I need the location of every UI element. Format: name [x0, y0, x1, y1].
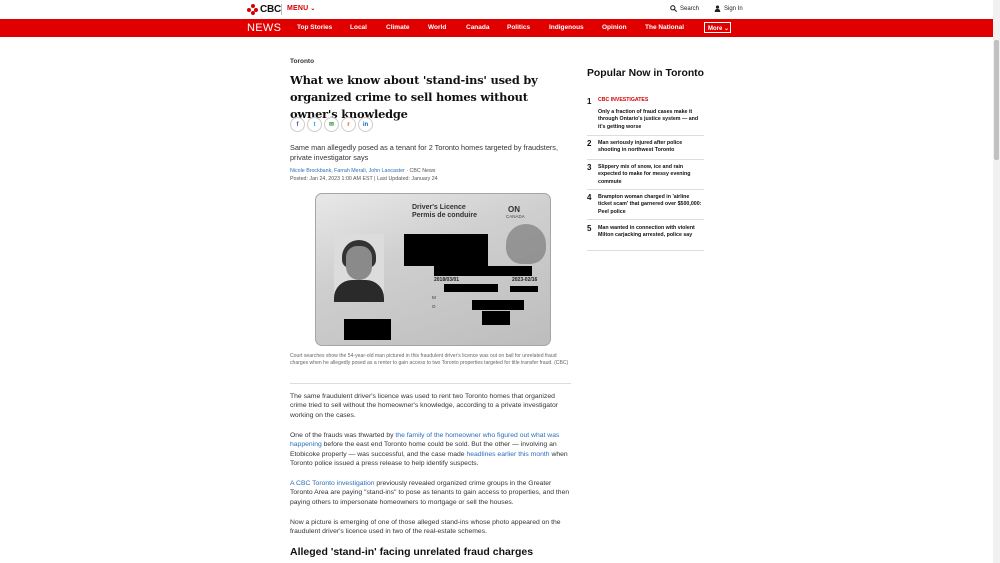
popular-item[interactable]	[587, 139, 704, 159]
popular-headline[interactable]: Only a fraction of fraud cases make it through Ontario's justice system — and it's getting worse	[598, 109, 699, 130]
popular-rank: 1	[587, 97, 592, 106]
paragraph-2	[290, 431, 572, 468]
popular-now-title: Popular Now in Toronto	[587, 68, 704, 79]
search-icon	[670, 5, 677, 12]
cbc-gem-icon	[247, 4, 258, 15]
posted-date: Posted: Jan 24, 2023 1:00 AM EST | Last Updated: January 24	[290, 176, 438, 182]
article-subhead: Alleged 'stand-in' facing unrelated fraud charges	[290, 546, 534, 558]
paragraph-3-text: previously revealed organized crime groups in the Greater Toronto Area are paying "stand-ins" to pose as tenants to gain access to properties, and then paying others to impersonate homeowners to mortgage or sell the houses.	[290, 480, 570, 506]
sign-in-label: Sign In	[724, 5, 743, 12]
menu-button[interactable]	[287, 5, 316, 12]
popular-headline[interactable]: Brampton woman charged in 'airline ticket scam' that garnered over $500,000: Peel police	[598, 194, 702, 215]
popular-item[interactable]	[587, 97, 704, 133]
popular-item[interactable]	[587, 163, 704, 188]
top-utility-bar	[0, 0, 990, 19]
sign-in-button[interactable]	[714, 5, 743, 12]
byline	[290, 168, 435, 174]
redaction-bar	[472, 300, 524, 310]
popular-headline[interactable]: Slippery mix of snow, ice and rain expected to make for messy evening commute	[598, 164, 691, 185]
popular-rank: 2	[587, 139, 592, 148]
popular-item[interactable]	[587, 224, 704, 249]
headlines-link[interactable]: headlines earlier this month	[466, 450, 550, 458]
licence-title	[412, 204, 477, 220]
popular-headline[interactable]: Man wanted in connection with violent Milton carjacking arrested, police say	[598, 225, 695, 239]
licence-expiry-date: 2023-02/16	[512, 277, 538, 283]
popular-divider	[587, 159, 704, 160]
main-nav	[0, 19, 993, 37]
paragraph-2-text: before the east end Toronto home could be sold. But the other — involving an Etobicoke property — was successful, and the case made	[290, 441, 557, 458]
popular-divider	[587, 135, 704, 136]
more-label: More	[708, 26, 723, 32]
redaction-bar	[482, 311, 510, 325]
cbc-logo[interactable]	[247, 4, 281, 15]
reddit-share-icon[interactable]: r	[341, 117, 356, 132]
email-share-icon[interactable]: ✉	[324, 117, 339, 132]
popular-rank: 5	[587, 224, 592, 233]
page-scrollbar[interactable]	[993, 0, 1000, 563]
byline-authors[interactable]: Nicole Brockbank, Farrah Merali, John Lancaster	[290, 168, 405, 174]
trillium-icon	[506, 224, 546, 264]
redaction-bar	[404, 234, 488, 266]
logo-text: CBC	[260, 4, 282, 15]
twitter-share-icon[interactable]: t	[307, 117, 322, 132]
licence-issue-date: 2018/03/01	[434, 277, 460, 283]
licence-title-fr: Permis de conduire	[412, 212, 477, 219]
user-icon	[714, 5, 721, 12]
share-bar	[290, 117, 373, 132]
scrollbar-thumb[interactable]	[994, 40, 999, 160]
redaction-bar	[344, 319, 391, 340]
nav-climate[interactable]: Climate	[386, 24, 410, 31]
licence-title-en: Driver's Licence	[412, 204, 466, 211]
search-label: Search	[680, 5, 700, 12]
redaction-bar	[510, 286, 538, 292]
paragraph-4: Now a picture is emerging of one of those alleged stand-ins whose photo appeared on the fraudulent driver's licence used in two of the real-estate schemes.	[290, 519, 561, 536]
more-button[interactable]	[704, 22, 731, 33]
chevron-down-icon: ⌄	[310, 6, 316, 12]
redaction-bar	[434, 266, 532, 276]
article-deck: Same man allegedly posed as a tenant for 2 Toronto homes targeted by fraudsters, private investigator says	[290, 143, 558, 162]
facebook-share-icon[interactable]: f	[290, 117, 305, 132]
homeowner-family-link[interactable]: the family of the homeowner who figured out what was happening	[290, 432, 560, 449]
cbc-investigation-link[interactable]: A CBC Toronto investigation	[290, 480, 375, 487]
licence-portrait	[334, 234, 384, 302]
popular-divider	[587, 219, 704, 220]
nav-world[interactable]: World	[428, 24, 447, 31]
article-headline: What we know about 'stand-ins' used by organized crime to sell homes without owner's knowledge	[290, 73, 538, 121]
caption-divider	[290, 383, 571, 384]
popular-item[interactable]	[587, 193, 704, 218]
search-button[interactable]	[670, 5, 699, 12]
popular-rank: 4	[587, 193, 592, 202]
paragraph-1: The same fraudulent driver's licence was used to rent two Toronto homes that organized crime tried to sell without the homeowner's knowledge, according to a private investigator working on the cases.	[290, 393, 559, 419]
byline-source: · CBC News	[406, 168, 436, 174]
nav-opinion[interactable]: Opinion	[602, 24, 627, 31]
licence-province: ON	[508, 205, 520, 214]
nav-the-national[interactable]: The National	[645, 24, 685, 31]
redaction-bar	[444, 284, 498, 292]
nav-canada[interactable]: Canada	[466, 24, 490, 31]
nav-indigenous[interactable]: Indigenous	[549, 24, 584, 31]
paragraph-2-text: when Toronto police issued a press release to help identify suspects.	[290, 450, 568, 467]
nav-top-stories[interactable]: Top Stories	[297, 24, 333, 31]
photo-caption: Court searches show the 54-year-old man pictured in this fraudulent driver's licence was out on bail for unrelated fraud charges when he allegedly posed as a renter to gain access to two Toronto properties targeted for title transfer fraud. (CBC)	[290, 353, 569, 367]
article-section-label[interactable]: Toronto	[290, 58, 315, 65]
licence-field-o: O	[432, 304, 436, 309]
paragraph-3	[290, 479, 572, 507]
popular-headline[interactable]: Man seriously injured after police shooting in northwest Toronto	[598, 140, 683, 154]
nav-politics[interactable]: Politics	[507, 24, 531, 31]
menu-label: MENU	[287, 5, 309, 12]
chevron-down-icon: ⌄	[724, 26, 730, 32]
popular-kicker: CBC INVESTIGATES	[598, 97, 649, 103]
popular-divider	[587, 189, 704, 190]
popular-divider	[587, 250, 704, 251]
paragraph-2-text: One of the frauds was thwarted by	[290, 432, 396, 439]
linkedin-share-icon[interactable]: in	[358, 117, 373, 132]
news-section-link[interactable]: NEWS	[247, 22, 282, 34]
popular-rank: 3	[587, 163, 592, 172]
logo-divider	[281, 4, 282, 15]
licence-field-m: M	[432, 295, 436, 300]
article-photo[interactable]	[315, 193, 551, 346]
portrait-shoulders	[334, 280, 384, 302]
portrait-face	[346, 246, 372, 280]
nav-local[interactable]: Local	[350, 24, 367, 31]
licence-country: CANADA	[506, 214, 525, 219]
